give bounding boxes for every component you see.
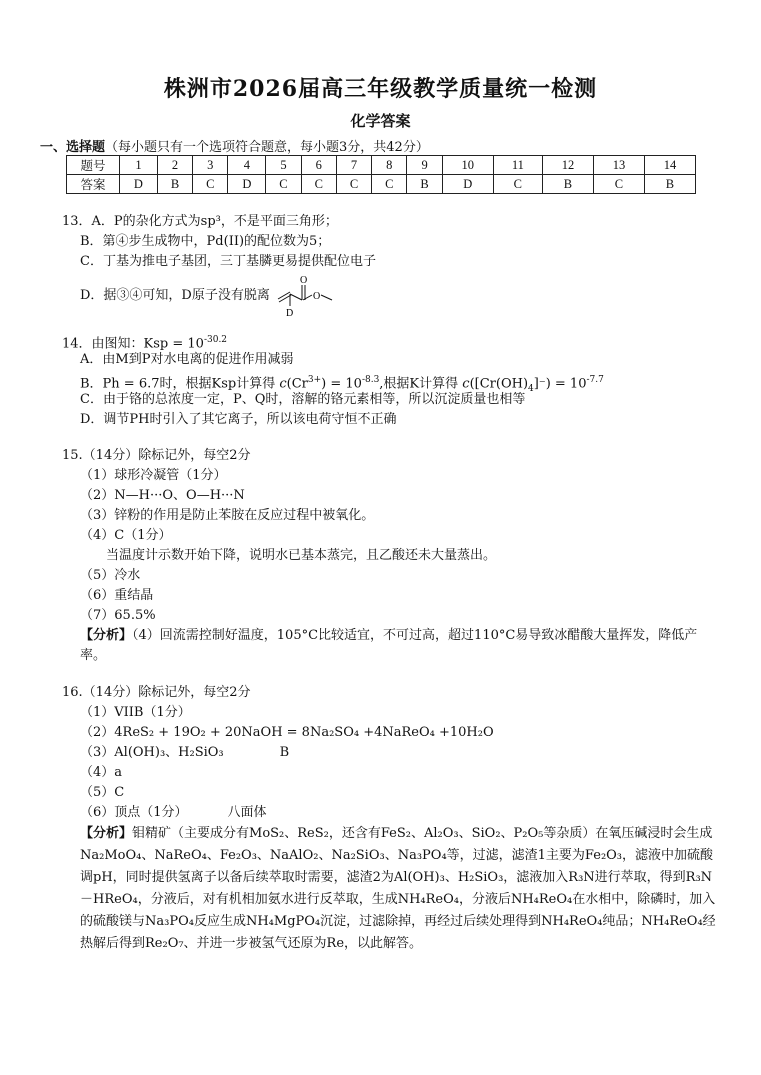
q16-answer-4: （4）a [80,765,123,780]
q16-answer-6b: 八面体 [227,805,267,820]
answer-table-answer-row [67,175,696,194]
section-1-label: 一、选择题 [40,140,106,155]
question-number: 7 [336,156,371,175]
answer-cell: B [407,175,442,194]
q16-analysis-text: 钼精矿（主要成分有MoS₂、ReS₂，还含有FeS₂、Al₂O₃、SiO₂、P₂O₅等杂质）在氧压碱浸时会生成Na₂MoO₄、NaReO₄、Fe₂O₃、NaAlO₂、Na₂SiO₃、Na₃PO₄等，过滤，滤渣1主要为Fe₂O₃，滤液中加硫酸调pH，同时提供氢离子以备后续萃取时需要，滤渣2为Al(OH)₃、H₂SiO₃，滤液加入R₃N进行萃取，得到R₃N－HReO₄，分液后，对有机相加氨水进行反萃取，生成NH₄ReO₄，分液后NH₄ReO₄在水相中，除磷时，加入的硫酸镁与Na₃PO₄反应生成NH₄MgPO₄沉淀，过滤除掉，再经过后续处理得到NH₄ReO₄纯品；NH₄ReO₄经热解后得到Re₂O₇、并进一步被氢气还原为Re，以此解答。 [80,826,716,951]
q16-answer-3b: B [279,745,290,760]
q16-answer-6 [62,803,722,823]
q14-block [62,330,604,430]
q13-option-c: C．丁基为推电子基团，三丁基膦更易提供配位电子 [80,254,376,269]
q15-heading: 15.（14分）除标记外，每空2分 [62,448,251,463]
q13-option-b: B．第④步生成物中，Pd(II)的配位数为5； [80,234,331,249]
q14-option-c: C．由于铬的总浓度一定，P、Q时，溶解的铬元素相等，所以沉淀质量也相等 [80,392,526,407]
q14-b-complex: ([Cr(OH) [469,376,529,392]
q16-answer-5: （5）C [80,785,125,800]
question-number: 6 [301,156,336,175]
q16-block [62,683,722,955]
q14-option-d: D．调节PH时引入了其它离子，所以该电荷守恒不正确 [80,412,397,427]
q15-answer-5: （5）冷水 [80,568,141,583]
q14-b-text: B．Ph = 6.7时，根据Ksp计算得 [80,376,276,392]
q14-b-exponent: -8.3 [361,375,380,385]
q15-answer-3: （3）锌粉的作用是防止苯胺在反应过程中被氧化。 [80,508,375,523]
question-number: 9 [407,156,442,175]
q15-analysis [62,626,722,666]
q16-answer-3a: （3）Al(OH)₃、H₂SiO₃ [80,745,224,760]
q15-block [62,446,722,666]
section-1-heading [40,136,429,155]
question-number: 14 [644,156,695,175]
answer-cell: C [266,175,301,194]
answer-table-header-number: 题号 [67,156,120,175]
answer-cell: B [542,175,593,194]
q15-analysis-tag: 【分析】 [80,628,133,643]
oxygen-label: O [300,274,308,286]
deuterated-methyl-acrylate-structure-icon [274,273,338,319]
q15-answer-4-detail: 当温度计示数开始下降，说明水已基本蒸完，且乙酸还未大量蒸出。 [106,548,497,563]
q15-answer-1: （1）球形冷凝管（1分） [80,468,227,483]
q15-answer-4: （4）C（1分） [80,528,172,543]
page-subtitle: 化学答案 [350,112,411,130]
question-number: 13 [593,156,644,175]
q14-b-ion: (Cr [286,376,308,392]
q14-b-c: c [279,376,287,392]
q14-b-complex-charge: ]⁻ [533,376,546,392]
answer-table-number-row [67,156,696,175]
q16-answer-6a: （6）顶点（1分） [80,805,188,820]
answer-table-header-answer: 答案 [67,175,120,194]
q15-answer-6: （6）重结晶 [80,588,154,603]
q15-answer-7: （7）65.5% [80,608,156,623]
q14-b-exponent2: -7.7 [586,375,604,385]
q15-answer-2: （2）N—H···O、O—H···N [80,488,245,503]
q14-option-a: A．由M到P对水电离的促进作用减弱 [80,352,294,367]
question-number: 5 [266,156,301,175]
answer-cell: D [228,175,266,194]
q16-heading: 16.（14分）除标记外，每空2分 [62,685,251,700]
question-number: 12 [542,156,593,175]
question-number: 2 [157,156,192,175]
q14-b-c2: c [462,376,470,392]
answer-cell: D [120,175,158,194]
q15-analysis-text: （4）回流需控制好温度，105°C比较适宜，不可过高，超过110°C易导致冰醋酸大量挥发，降低产率。 [80,628,698,663]
q14-b-ion-charge: 3+ [307,375,322,385]
question-number: 3 [193,156,228,175]
q16-answer-2: （2）4ReS₂ + 19O₂ + 20NaOH = 8Na₂SO₄ +4NaReO₄ +10H₂O [80,725,494,740]
deuterium-label: D [286,307,294,319]
section-1-note: （每小题只有一个选项符合题意，每小题3分，共42分） [105,140,429,155]
q14-b-complex-sub: 4 [528,383,534,394]
answer-cell: B [157,175,192,194]
page-title: 株洲市2026届高三年级教学质量统一检测 [163,76,598,102]
q13-option-a: 13．A．P的杂化方式为sp³，不是平面三角形； [62,214,338,229]
q14-b-text2: ,根据K计算得 [379,376,459,392]
answer-cell: C [193,175,228,194]
q16-analysis [62,823,722,955]
q14-b-eq2: ) = 10 [545,376,587,392]
q13-option-d-text: D．据③④可知，D原子没有脱离 [80,288,270,303]
q14-intro [62,330,604,350]
question-number: 11 [493,156,542,175]
q13-option-d [62,272,376,320]
question-number: 8 [372,156,407,175]
q14-option-b [62,370,604,394]
answer-cell: C [493,175,542,194]
q14-intro-exponent: -30.2 [203,335,228,345]
answer-table [66,155,696,194]
question-number: 4 [228,156,266,175]
q16-analysis-tag: 【分析】 [80,826,133,841]
answer-cell: C [301,175,336,194]
answer-cell: B [644,175,695,194]
answer-cell: C [372,175,407,194]
answer-cell: D [442,175,493,194]
answer-cell: C [593,175,644,194]
answer-cell: C [336,175,371,194]
oxygen-label: O [313,290,321,302]
q13-block [62,212,376,320]
q16-answer-3 [62,743,722,763]
q16-answer-1: （1）VIIB（1分） [80,705,191,720]
q14-b-eq: ) = 10 [321,376,362,392]
question-number: 1 [120,156,158,175]
question-number: 10 [442,156,493,175]
q14-intro-text: 14．由图知：Ksp = 10 [62,336,204,352]
